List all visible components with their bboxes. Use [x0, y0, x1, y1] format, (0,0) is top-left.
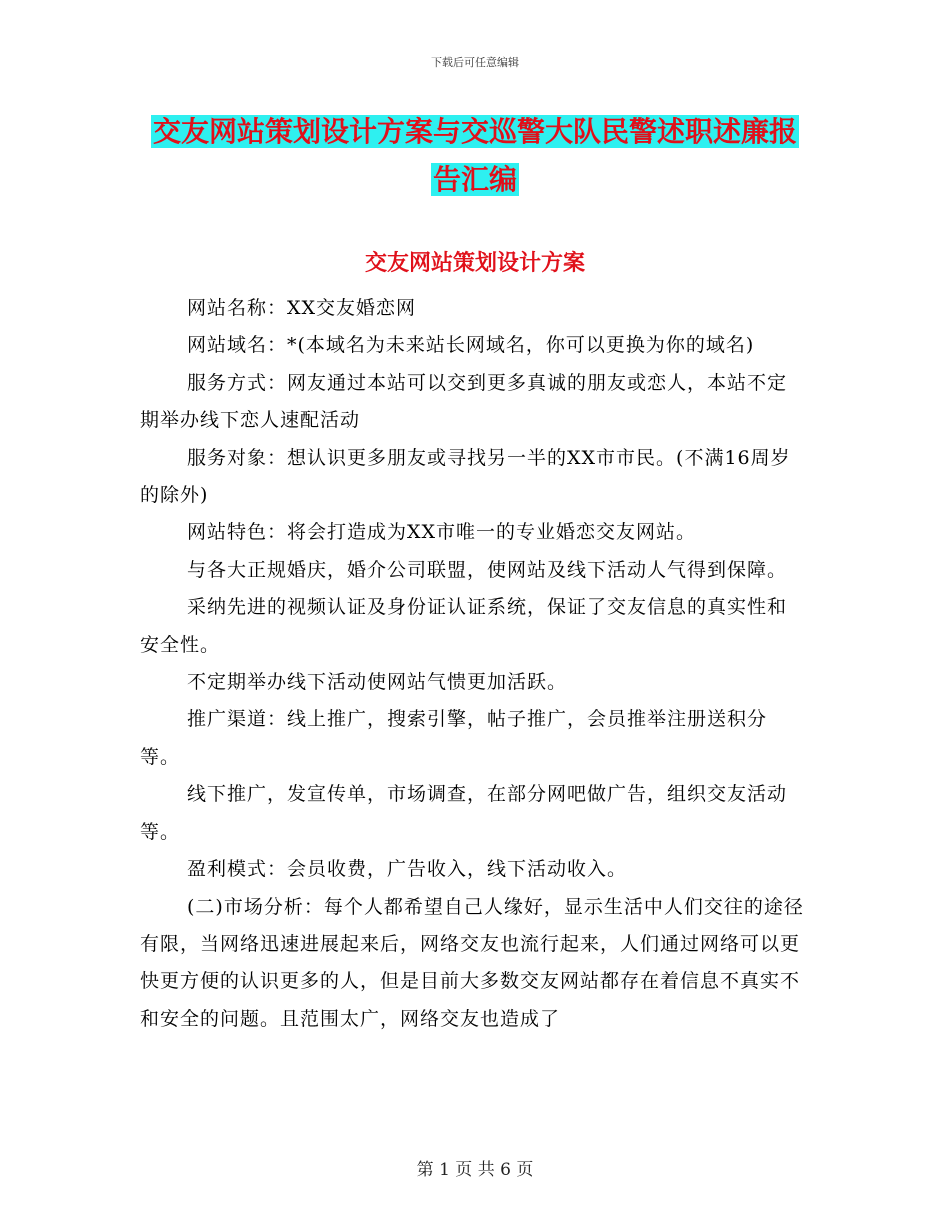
- paragraph-service-mode: 服务方式：网友通过本站可以交到更多真诚的朋友或恋人，本站不定期举办线下恋人速配活动: [140, 371, 788, 432]
- paragraph-site-feature: 网站特色：将会打造成为XX市唯一的专业婚恋交友网站。: [187, 521, 697, 544]
- paragraph-market-analysis: (二)市场分析：每个人都希望自己人缘好，显示生活中人们交往的途径有限，当网络迅速进展起来后，网络交友也流行起来，人们通过网络可以更快更方便的认识更多的人，但是目前大多数交友网站都存在着信息不真实不和安全的问题。且范围太广，网络交友也造成了: [140, 895, 804, 1030]
- document-title-line-1: 交友网站策划设计方案与交巡警大队民警述职述廉报: [152, 115, 797, 148]
- document-title-line-2: 告汇编: [432, 163, 517, 196]
- paragraph-promotion-online: 推广渠道：线上推广，搜索引擎，帖子推广，会员推举注册送积分等。: [140, 708, 768, 768]
- header-note: 下载后可任意编辑: [431, 56, 519, 69]
- page-footer: 第 1 页 共 6 页: [416, 1160, 534, 1180]
- paragraph-site-domain: 网站域名：*(本域名为未来站长网域名，你可以更换为你的域名): [187, 334, 755, 357]
- document-title: [130, 108, 820, 204]
- paragraph-service-target: 服务对象：想认识更多朋友或寻找另一半的XX市市民。(不满16周岁的除外): [140, 446, 791, 507]
- body-text: [140, 290, 805, 1038]
- paragraph-alliance: 与各大正规婚庆，婚介公司联盟，使网站及线下活动人气得到保障。: [187, 558, 788, 581]
- paragraph-offline-events: 不定期举办线下活动使网站气愦更加活跃。: [187, 671, 568, 694]
- paragraph-verification: 采纳先进的视频认证及身份证认证系统，保证了交友信息的真实性和安全性。: [140, 596, 788, 656]
- section-title: 交友网站策划设计方案: [364, 251, 585, 276]
- paragraph-site-name: 网站名称：XX交友婚恋网: [187, 297, 417, 319]
- paragraph-profit-model: 盈利模式：会员收费，广告收入，线下活动收入。: [187, 858, 628, 881]
- paragraph-promotion-offline: 线下推广，发宣传单，市场调查，在部分网吧做广告，组织交友活动等。: [140, 783, 788, 843]
